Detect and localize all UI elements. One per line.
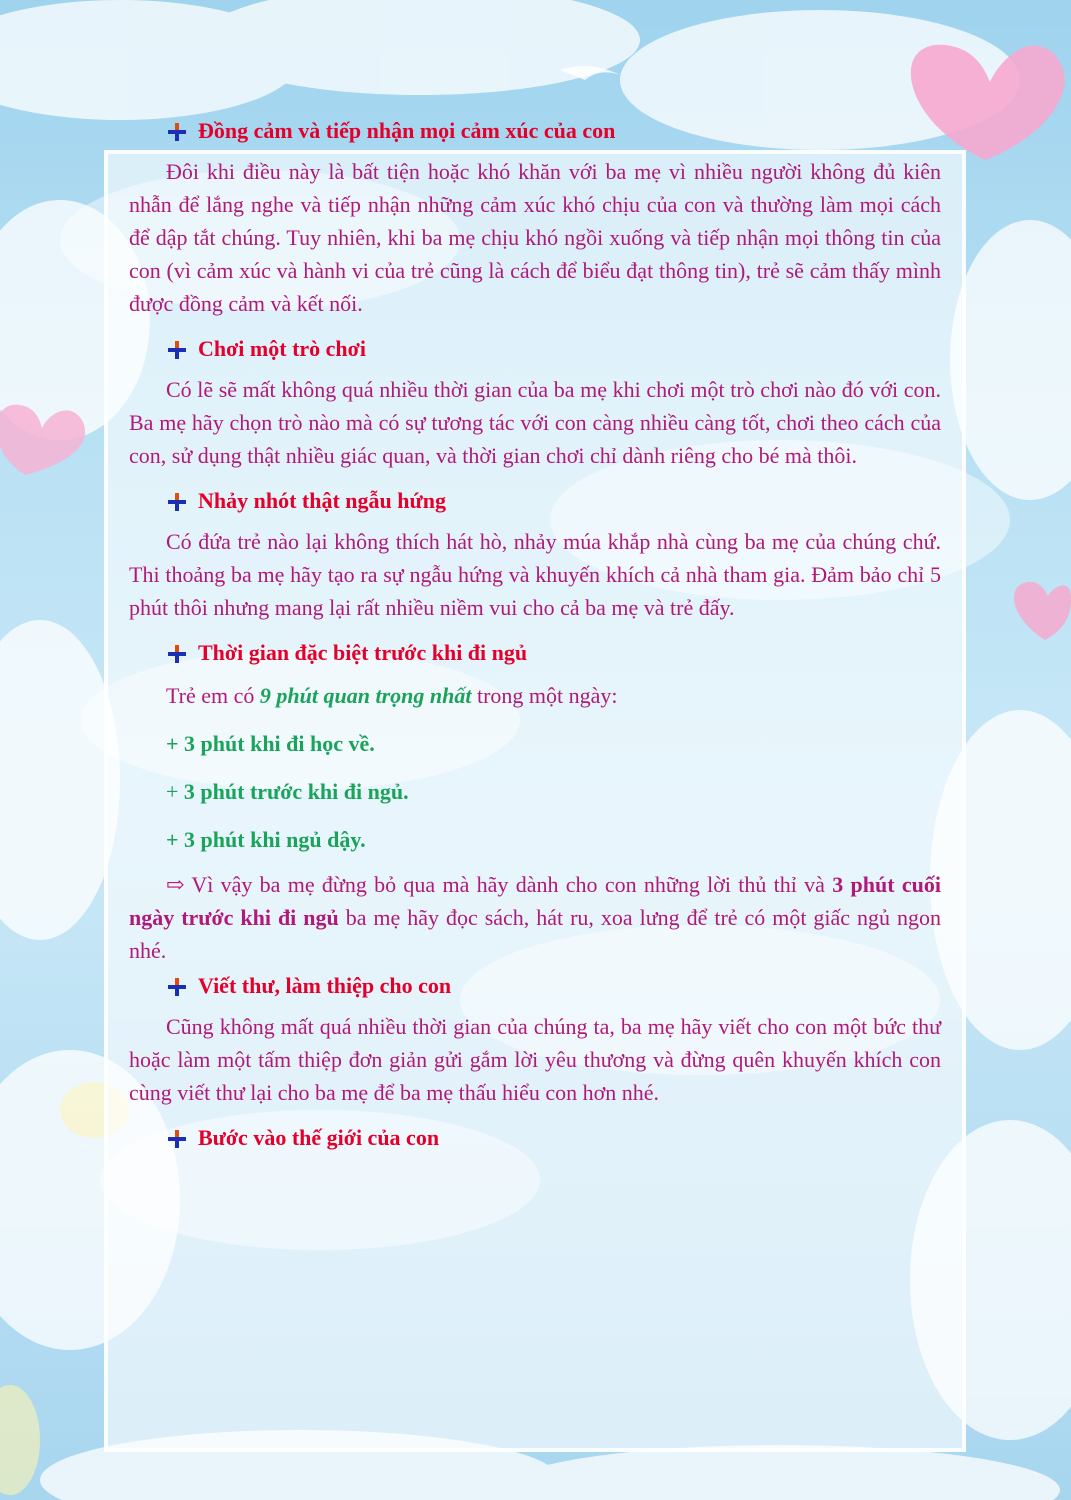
section-heading-text: Chơi một trò chơi xyxy=(198,336,366,361)
conclusion-text: Vì vậy ba mẹ đừng bỏ qua mà hãy dành cho con những lời thủ thỉ và xyxy=(184,872,833,897)
section-heading xyxy=(129,330,941,368)
conclusion-paragraph xyxy=(129,868,941,967)
list-text: 3 phút khi ngủ dậy. xyxy=(184,827,366,852)
list-plus: + xyxy=(166,827,179,852)
list-text: 3 phút khi đi học về. xyxy=(184,731,375,756)
plus-bullet-icon xyxy=(167,492,187,512)
plus-bullet-icon xyxy=(167,122,187,142)
section-heading xyxy=(129,967,941,1005)
intro-text: Trẻ em có xyxy=(166,683,260,708)
plus-bullet-icon xyxy=(167,977,187,997)
section-heading xyxy=(129,634,941,672)
list-plus: + xyxy=(166,779,179,804)
section-heading xyxy=(129,1119,941,1157)
intro-text-after: trong một ngày: xyxy=(471,683,618,708)
section-heading-text: Nhảy nhót thật ngẫu hứng xyxy=(198,488,446,513)
heart-decoration-right xyxy=(1014,582,1071,640)
plus-bullet-icon xyxy=(167,340,187,360)
list-item xyxy=(129,768,941,816)
section-paragraph: Đôi khi điều này là bất tiện hoặc khó khăn với ba mẹ vì nhiều người không đủ kiên nhẫn để lắng nghe và tiếp nhận những cảm xúc khó chịu của con và thường làm mọi cách để dập tắt chúng. Tuy nhiên, khi ba mẹ chịu khó ngồi xuống và tiếp nhận mọi thông tin của con (vì cảm xúc và hành vi của trẻ cũng là cách để biểu đạt thông tin), trẻ sẽ cảm thấy mình được đồng cảm và kết nối. xyxy=(129,159,941,316)
section-heading-text: Thời gian đặc biệt trước khi đi ngủ xyxy=(198,640,528,665)
list-text: 3 phút trước khi đi ngủ. xyxy=(183,779,409,804)
conclusion-bold: 3 phút cuối ngày trước khi đi ngủ xyxy=(129,872,941,930)
section-paragraph: Có đứa trẻ nào lại không thích hát hò, nhảy múa khắp nhà cùng ba mẹ của chúng chứ. Thi thoảng ba mẹ hãy tạo ra sự ngẫu hứng và khuyến khích cả nhà tham gia. Đảm bảo chỉ 5 phút thôi nhưng mang lại rất nhiều niềm vui cho cả ba mẹ và trẻ đấy. xyxy=(129,529,941,620)
section-heading xyxy=(129,112,941,150)
section-heading-text: Viết thư, làm thiệp cho con xyxy=(198,973,452,998)
intro-line xyxy=(129,672,941,720)
intro-highlight: 9 phút quan trọng nhất xyxy=(259,683,472,708)
section-heading xyxy=(129,482,941,520)
section-heading-text: Đồng cảm và tiếp nhận mọi cảm xúc của con xyxy=(198,118,616,143)
plus-bullet-icon xyxy=(167,1129,187,1149)
list-item xyxy=(129,816,941,864)
section-paragraph: Cũng không mất quá nhiều thời gian của chúng ta, ba mẹ hãy viết cho con một bức thư hoặc làm một tấm thiệp đơn giản gửi gắm lời yêu thương và đừng quên khuyến khích con cùng viết thư lại cho ba mẹ để ba mẹ thấu hiểu con hơn nhé. xyxy=(129,1014,941,1105)
section-paragraph: Có lẽ sẽ mất không quá nhiều thời gian của ba mẹ khi chơi một trò chơi nào đó với con. Ba mẹ hãy chọn trò nào mà có sự tương tác với con càng nhiều càng tốt, chơi theo cách của con, sử dụng thật nhiều giác quan, và thời gian chơi chỉ dành riêng cho bé mà thôi. xyxy=(129,377,941,468)
section-heading-text: Bước vào thế giới của con xyxy=(198,1125,440,1150)
conclusion-text-after: ba mẹ hãy đọc sách, hát ru, xoa lưng để trẻ có một giấc ngủ ngon nhé. xyxy=(129,905,941,963)
list-item xyxy=(129,720,941,768)
plus-bullet-icon xyxy=(167,644,187,664)
list-plus: + xyxy=(166,731,179,756)
article-content xyxy=(129,112,941,1157)
arrow-icon: ⇨ xyxy=(166,872,185,897)
